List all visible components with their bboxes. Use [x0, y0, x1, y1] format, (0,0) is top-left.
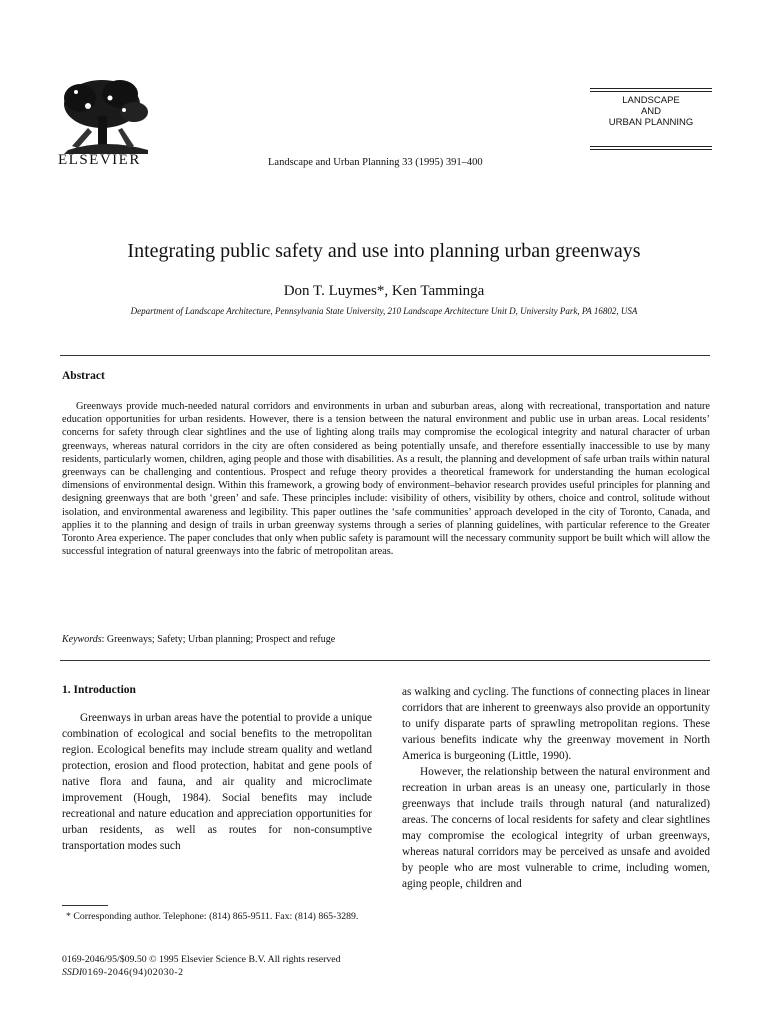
footnote-rule	[62, 905, 108, 906]
keywords-label: Keywords	[62, 634, 102, 645]
footnote: * Corresponding author. Telephone: (814) 865-9511. Fax: (814) 865-3289.	[66, 911, 359, 922]
keywords-values: : Greenways; Safety; Urban planning; Prospect and refuge	[101, 634, 336, 645]
journal-box-name	[590, 95, 712, 128]
journal-box-line: URBAN PLANNING	[608, 117, 694, 128]
body-paragraph: as walking and cycling. The functions of connecting places in linear corridors that are inherent to greenways also provide an opportunity to unify disparate parts of sprawling metropolitan regions. These various benefits indicate why the greenway movement in North America is burgeoning (Little, 1990).	[402, 686, 710, 762]
keywords-line	[62, 634, 335, 645]
journal-citation: Landscape and Urban Planning 33 (1995) 391–400	[268, 157, 483, 168]
ssdi-line	[62, 967, 184, 978]
separator-rule	[60, 355, 710, 356]
abstract-text: Greenways provide much-needed natural corridors and environments in urban and suburban areas, along with recreational, transportation and nature education opportunities for urban residents. However, there is a tension between the natural environment and public use in urban areas. Local residents’ concerns for safety through clear sightlines and the use of lighting along trails may compromise the ecological integrity and natural character of urban greenways, whereas natural corridors in the city are often considered as being potentially unsafe, and therefore essentially inaccessible to use by many residents, particularly women, children, aging people and those with disabilities. As a result, the planning and development of safe urban trails within natural greenways can be challenging and contentious. Prospect and refuge theory provides a theoretical framework for understanding the human ecological dimensions of environmental design. Within this framework, a growing body of environment–behavior research provides useful principles for planning and designing greenways that are both ‘green’ and safe. These principles include: visibility of others, visibility by others, choice and control, solitude without isolation, and environmental awareness and legibility. This paper outlines the ‘safe communities’ approach developed in the city of Toronto, Canada, and applies it to the planning and design of trails in urban greenway systems through a series of planning guidelines, with particular reference to the Greater Toronto Area experience. The paper concludes that only when public safety is paramount will the necessary community support be built which will allow the successful integration of natural greenways into the fabric of metropolitan areas.	[62, 401, 710, 558]
tree-icon	[58, 76, 154, 154]
ssdi-value: 0169-2046(94)02030-2	[82, 967, 184, 978]
body-paragraph: However, the relationship between the natural environment and recreation in urban areas is an uneasy one, particularly in those greenways that include trails through natural (and naturalized) areas. The concerns of local residents for safety and clear sightlines may compromise the ecological integrity of urban greenways, whereas natural corridors may be perceived as unsafe and avoided by people who are most vulnerable to crime, including women, aging people, children and	[402, 766, 710, 890]
author-affiliation: Department of Landscape Architecture, Pennsylvania State University, 210 Landscape Architecture Unit D, University Park, PA 16802, USA	[130, 306, 638, 316]
right-column	[402, 684, 710, 892]
left-column	[62, 684, 372, 854]
rule-line	[590, 146, 712, 147]
article-authors: Don T. Luymes*, Ken Tamminga	[283, 283, 485, 299]
rule-line	[590, 88, 712, 89]
journal-title-box	[590, 86, 712, 152]
ssdi-label: SSDI	[62, 967, 83, 978]
article-title: Integrating public safety and use into planning urban greenways	[127, 240, 641, 262]
separator-rule	[60, 660, 710, 661]
rule-line	[590, 149, 712, 150]
journal-box-line: LANDSCAPE	[622, 95, 680, 106]
abstract-heading: Abstract	[62, 370, 105, 382]
publisher-name: ELSEVIER	[58, 152, 141, 168]
copyright-line: 0169-2046/95/$09.50 © 1995 Elsevier Science B.V. All rights reserved	[62, 954, 341, 965]
rule-line	[590, 91, 712, 92]
section-heading: 1. Introduction	[62, 684, 136, 696]
journal-box-line: AND	[640, 106, 662, 117]
body-paragraph: Greenways in urban areas have the potential to provide a unique combination of ecological and social benefits to the metropolitan region. Ecological benefits may include stream quality and wetland protection, erosion and flood protection, habitat and gene pools of native flora and fauna, and air quality and microclimate improvement (Hough, 1984). Social benefits may include recreational and nature education and appreciation opportunities for urban residents, as well as routes for non-consumptive transportation modes such	[62, 712, 372, 852]
